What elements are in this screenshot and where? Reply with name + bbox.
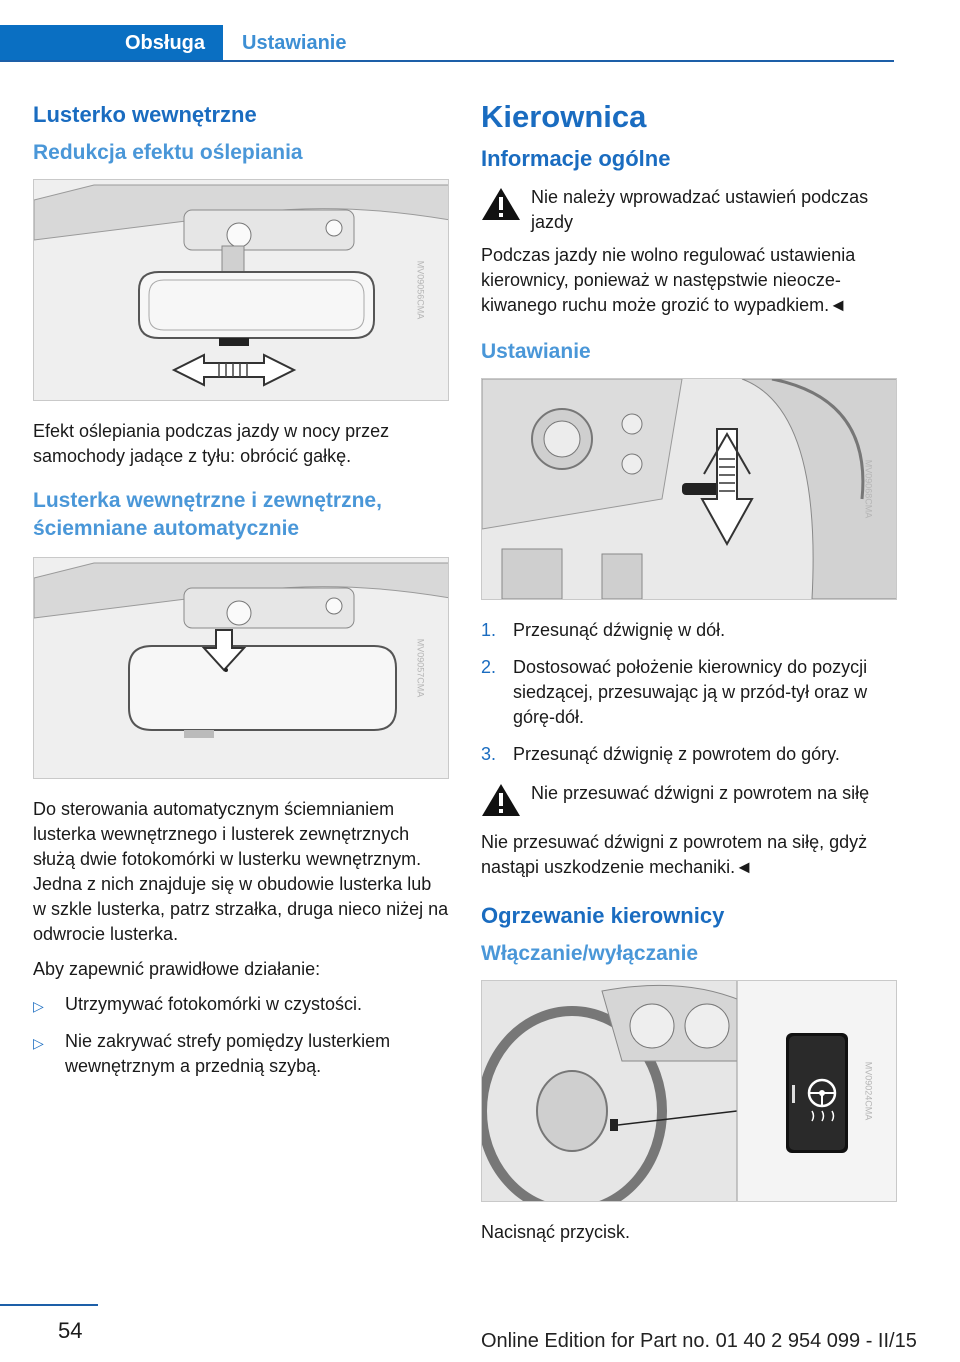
left-column bbox=[33, 95, 449, 1089]
figure-heating-button bbox=[481, 980, 897, 1202]
subsection-title-adjusting: Ustawianie bbox=[481, 340, 591, 363]
mirror-knob-illustration bbox=[34, 180, 449, 400]
paragraph-correct-function: Aby zapewnić prawidłowe działanie: bbox=[33, 959, 321, 979]
list-item: ▷ Utrzymywać fotokomórki w czystości. bbox=[33, 992, 449, 1019]
figure-steering-lever bbox=[481, 378, 897, 600]
tab-obsluga[interactable]: Obsługa bbox=[0, 25, 223, 62]
figure-code: MV09056CMA bbox=[415, 260, 426, 320]
bullet-triangle-icon: ▷ bbox=[33, 1035, 44, 1051]
section-title-general-info: Informacje ogólne bbox=[481, 146, 671, 171]
warning-body: Podczas jazdy nie wolno regulować ustawienia kierownicy, ponieważ w następstwie nieoczekiwanego ruchu może grozić to wypadkiem.◄ bbox=[481, 245, 856, 315]
paragraph-auto-dimming: Do sterowania automatycznym ściemnianiem lusterka wewnętrznego i lusterek zewnętrznych służą dwie fotokomórki w lusterku wewnętrznym. Jedna z nich znajduje się w obudowie lusterka lub w szkle lusterka, patrz strzałka, druga nieco niżej na odwrocie lusterka. bbox=[33, 799, 449, 944]
figure-mirror-knob bbox=[33, 179, 449, 401]
heating-button-illustration bbox=[482, 981, 897, 1201]
warning-title: Nie przesuwać dźwigni z powrotem na siłę bbox=[531, 783, 870, 803]
subsection-title-on-off: Włączanie/wyłączanie bbox=[481, 942, 699, 965]
section-title-heating: Ogrzewanie kierownicy bbox=[481, 903, 725, 928]
bullet-list bbox=[33, 992, 449, 1079]
warning-title: Nie należy wprowadzać ustawień podczas jazdy bbox=[531, 187, 869, 232]
warning-block-no-force bbox=[481, 781, 897, 822]
steps-list bbox=[481, 618, 897, 767]
paragraph-press-button: Nacisnąć przycisk. bbox=[481, 1222, 631, 1242]
warning-body: Nie przesuwać dźwigni z powrotem na siłę, gdyż nastąpi uszkodzenie mechaniki.◄ bbox=[481, 832, 868, 877]
section-title-interior-mirror: Lusterko wewnętrzne bbox=[33, 102, 257, 127]
page-number: 54 bbox=[58, 1318, 83, 1343]
tab-ustawianie[interactable]: Ustawianie bbox=[242, 32, 347, 54]
page-title-steering-wheel: Kierownica bbox=[481, 99, 647, 134]
figure-mirror-photocell bbox=[33, 557, 449, 779]
figure-code: MV09068CMA bbox=[863, 459, 874, 519]
figure-code: MV09024CMA bbox=[863, 1061, 874, 1121]
edition-note: Online Edition for Part no. 01 40 2 954 099 - II/15 bbox=[481, 1330, 917, 1352]
warning-triangle-icon bbox=[481, 187, 521, 235]
bullet-triangle-icon: ▷ bbox=[33, 998, 44, 1014]
list-item: ▷ Nie zakrywać strefy pomiędzy lusterkiem wewnętrznym a przednią szybą. bbox=[33, 1029, 449, 1079]
list-item: 2. Dostosować położenie kierownicy do pozycji siedzącej, przesuwając ją w przód-tył oraz w górę-dół. bbox=[481, 657, 868, 727]
subsection-title-auto-dimming: Lusterka wewnętrzne i zewnętrzne, ściemniane automatycznie bbox=[33, 489, 382, 540]
figure-code: MV09057CMA bbox=[415, 638, 426, 698]
subsection-title-anti-glare: Redukcja efektu oślepiania bbox=[33, 141, 303, 164]
mirror-photocell-illustration bbox=[34, 558, 449, 778]
list-item: 3. Przesunąć dźwignię z powrotem do góry. bbox=[481, 744, 840, 764]
warning-block-no-adjust bbox=[481, 185, 897, 235]
header-divider bbox=[0, 60, 894, 62]
paragraph-anti-glare: Efekt oślepiania podczas jazdy w nocy przez samochody jadące z tyłu: obrócić gałkę. bbox=[33, 421, 390, 466]
right-column bbox=[481, 95, 897, 1255]
header-tab-bar bbox=[0, 25, 894, 62]
steering-lever-illustration bbox=[482, 379, 897, 599]
footer-divider bbox=[0, 1304, 98, 1306]
list-item: 1. Przesunąć dźwignię w dół. bbox=[481, 620, 726, 640]
warning-triangle-icon bbox=[481, 783, 521, 822]
